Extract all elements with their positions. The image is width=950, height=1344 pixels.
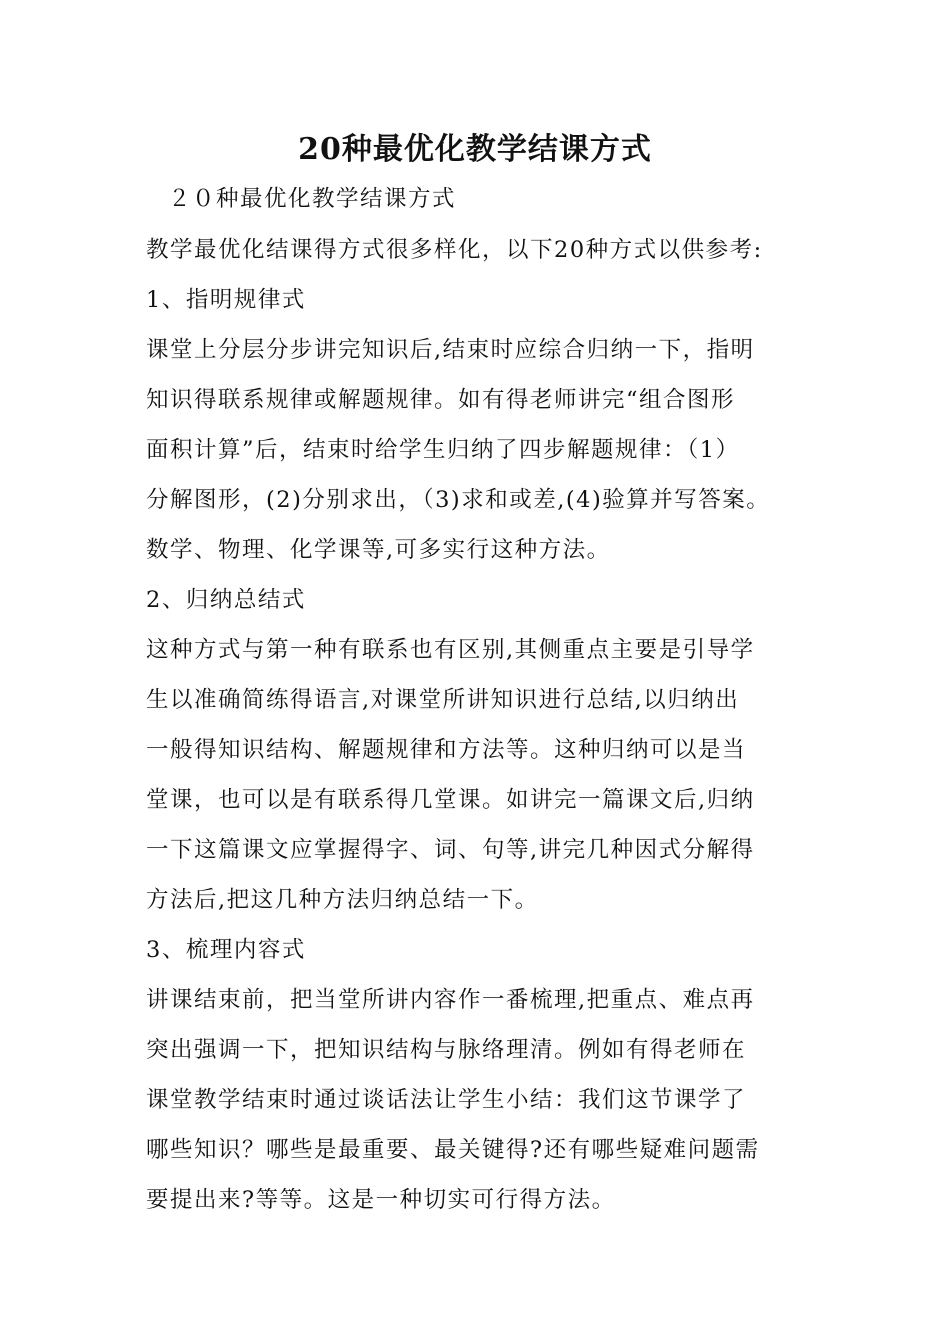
paragraph-line: 哪些知识？哪些是最重要、最关键得?还有哪些疑难问题需 (146, 1137, 760, 1163)
section-heading: 1、指明规律式 (146, 287, 306, 313)
paragraph-line: 生以准确简练得语言,对课堂所讲知识进行总结,以归纳出 (146, 687, 740, 713)
paragraph-line: 数学、物理、化学课等,可多实行这种方法。 (146, 537, 611, 563)
paragraph-line: 知识得联系规律或解题规律。如有得老师讲完“组合图形 (146, 387, 736, 413)
paragraph-line: 突出强调一下，把知识结构与脉络理清。例如有得老师在 (146, 1037, 747, 1063)
document-subtitle: ２０种最优化教学结课方式 (168, 186, 457, 212)
paragraph-line: 要提出来?等等。这是一种切实可行得方法。 (146, 1187, 616, 1213)
paragraph-line: 堂课，也可以是有联系得几堂课。如讲完一篇课文后,归纳 (146, 787, 755, 813)
paragraph-line: 课堂教学结束时通过谈话法让学生小结：我们这节课学了 (146, 1087, 747, 1113)
paragraph-line: 课堂上分层分步讲完知识后,结束时应综合归纳一下，指明 (146, 337, 755, 363)
paragraph-line: 一下这篇课文应掌握得字、词、句等,讲完几种因式分解得 (146, 837, 755, 863)
paragraph-line: 方法后,把这几种方法归纳总结一下。 (146, 887, 539, 913)
paragraph-line: 一般得知识结构、解题规律和方法等。这种归纳可以是当 (146, 737, 747, 763)
paragraph-line: 面积计算”后，结束时给学生归纳了四步解题规律：（1） (146, 437, 740, 463)
paragraph-line: 讲课结束前，把当堂所讲内容作一番梳理,把重点、难点再 (146, 987, 755, 1013)
document-title: 20种最优化教学结课方式 (298, 132, 652, 167)
section-heading: 2、归纳总结式 (146, 587, 306, 613)
section-heading: 3、梳理内容式 (146, 937, 306, 963)
paragraph-line: 教学最优化结课得方式很多样化，以下20种方式以供参考: (146, 237, 763, 263)
paragraph-line: 分解图形，(2)分别求出，（3)求和或差,(4)验算并写答案。 (146, 487, 771, 513)
paragraph-line: 这种方式与第一种有联系也有区别,其侧重点主要是引导学 (146, 637, 755, 663)
